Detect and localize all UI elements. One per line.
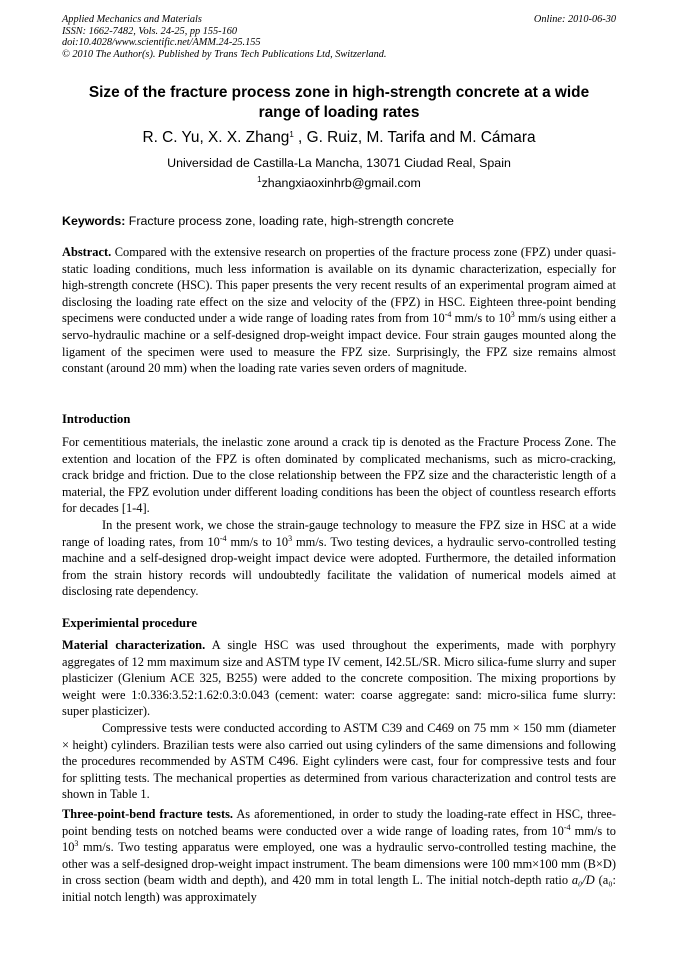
doi-line: doi:10.4028/www.scientific.net/AMM.24-25.155: [62, 37, 261, 49]
tpb-exp-1: -4: [563, 822, 571, 832]
paper-title: [62, 83, 616, 123]
author-email: [62, 175, 616, 191]
abstract-text-1: Compared with the extensive research on properties of the fracture process zone (FPZ) under quasi-static loading conditions, much less information is available on its dynamic characterization, especially for high-strength concrete (HSC). This paper presents the very recent results of an experimental program aimed at disclosing the loading rate effect on the size and velocity of the (FPZ) in HSC. Eighteen three-point bending specimens were conducted under a wide range of loading rates from from 10: [62, 245, 616, 326]
tpb-text-4: (a₀: initial notch length) was approximately: [62, 873, 616, 904]
online-date: Online: 2010-06-30: [533, 14, 616, 25]
notch-depth-ratio: a₀/D: [571, 873, 595, 888]
journal-name: Applied Mechanics and Materials: [62, 14, 202, 25]
three-point-bend-tests: [62, 806, 616, 906]
authors-part-1: R. C. Yu, X. X. Zhang: [142, 129, 290, 146]
intro-p2-exp-2: 3: [288, 533, 293, 543]
intro-p2-text-1: In the present work, we chose the strain-gauge technology to measure the FPZ size in HSC at a wide range of loading rates, from 10: [62, 517, 616, 549]
title-line-1: Size of the fracture process zone in high-strength concrete at a wide: [88, 84, 590, 101]
material-text: A single HSC was used throughout the experiments, made with porphyry aggregates of 12 mm maximum size and ASTM type IV cement, I42.5L/SR. Micro silica-fume slurry and super plasticizer (Glenium ACE 325, B255) were added to the concrete composition. The mixing proportions by weight were 1:0.336:3.52:1.62:0.3:0.043 (cement: water: coarse aggregate: sand: micro-silica fume slurry: super plasticizer).: [62, 638, 616, 719]
authors-part-2: , G. Ruiz, M. Tarifa and M. Cámara: [293, 129, 536, 146]
abstract-label: Abstract.: [62, 245, 112, 259]
introduction-heading: Introduction: [62, 412, 131, 426]
email-address: zhangxiaoxinhrb@gmail.com: [261, 176, 421, 190]
keywords-label: Keywords:: [62, 214, 126, 228]
tpb-label: Three-point-bend fracture tests.: [62, 807, 234, 821]
abstract: [62, 244, 616, 377]
material-label: Material characterization.: [62, 638, 206, 652]
abstract-exp-2: 3: [510, 310, 515, 320]
title-line-2: range of loading rates: [258, 104, 420, 121]
introduction-body: [62, 434, 616, 600]
intro-p2-text-3: mm/s. Two testing devices, a hydraulic servo-controlled testing machine and a self-designed drop-weight impact device were adopted. Furthermore, the detailed information from the strain history records will undoubtedly facilitate the validation of numerical models aimed at disclosing rate dependency.: [62, 534, 616, 599]
affiliation: Universidad de Castilla-La Mancha, 13071 Ciudad Real, Spain: [167, 156, 511, 170]
tpb-text-3: mm/s. Two testing apparatus were employed, one was a hydraulic servo-controlled testing machine, the other was a self-designed drop-weight impact instrument. The beam dimensions were 100 mm×100 mm (B×D) in cross section (beam width and depth), and 420 mm in total length L. The initial notch-depth ratio: [62, 840, 616, 888]
journal-header: [62, 14, 616, 60]
intro-p2-text-2: mm/s to 10: [226, 534, 289, 549]
experimental-heading: Experimiental procedure: [62, 616, 197, 630]
issn-line: ISSN: 1662-7482, Vols. 24-25, pp 155-160: [62, 25, 238, 37]
tpb-exp-2: 3: [74, 839, 79, 849]
copyright-line: © 2010 The Author(s). Published by Trans Tech Publications Ltd, Switzerland.: [62, 48, 387, 60]
compressive-tests-paragraph: Compressive tests were conducted according to ASTM C39 and C469 on 75 mm × 150 mm (diameter × height) cylinders. Brazilian tests were also carried out using cylinders of the same dimensions and following the procedures recommended by ASTM C496. Eight cylinders were cast, four for compressive tests and four for splitting tests. The mechanical properties as determined from various characterization and control tests are shown in Table 1.: [62, 720, 616, 802]
abstract-exp-1: -4: [444, 310, 452, 320]
abstract-text-3: mm/s using either a servo-hydraulic machine or a self-designed drop-weight impact device. Four strain gauges mounted along the ligament of the specimen were used to measure the FPZ size. Surprisingly, the FPZ size remains almost constant (around 20 mm) when the loading rate varies seven orders of magnitude.: [62, 311, 616, 376]
material-characterization: [62, 637, 616, 803]
intro-paragraph-2: [62, 517, 616, 600]
tpb-text-2: mm/s to 10: [62, 823, 617, 855]
tpb-text-1: As aforementioned, in order to study the loading-rate effect in HSC, three-point bending tests on notched beams were conducted over a wide range of loading rates, from 10: [62, 807, 616, 838]
email-footnote-mark: 1: [257, 175, 262, 184]
abstract-text-2: mm/s to 10: [451, 311, 511, 326]
author-footnote-mark: 1: [289, 130, 294, 139]
author-list: [62, 128, 616, 148]
keywords: [62, 213, 616, 229]
intro-paragraph-1: For cementitious materials, the inelastic zone around a crack tip is denoted as the Fracture Process Zone. The extention and location of the FPZ is often dominated by complicated mechanisms, such as micro-cracking, crack bridge and friction. Due to the close relationship between the FPZ size and the characteristic length of a material, the FPZ evolution under different loading conditions has been the object of countless research efforts for decades [1-4].: [62, 435, 616, 516]
intro-p2-exp-1: -4: [219, 533, 227, 543]
keywords-text: Fracture process zone, loading rate, high-strength concrete: [125, 214, 454, 228]
